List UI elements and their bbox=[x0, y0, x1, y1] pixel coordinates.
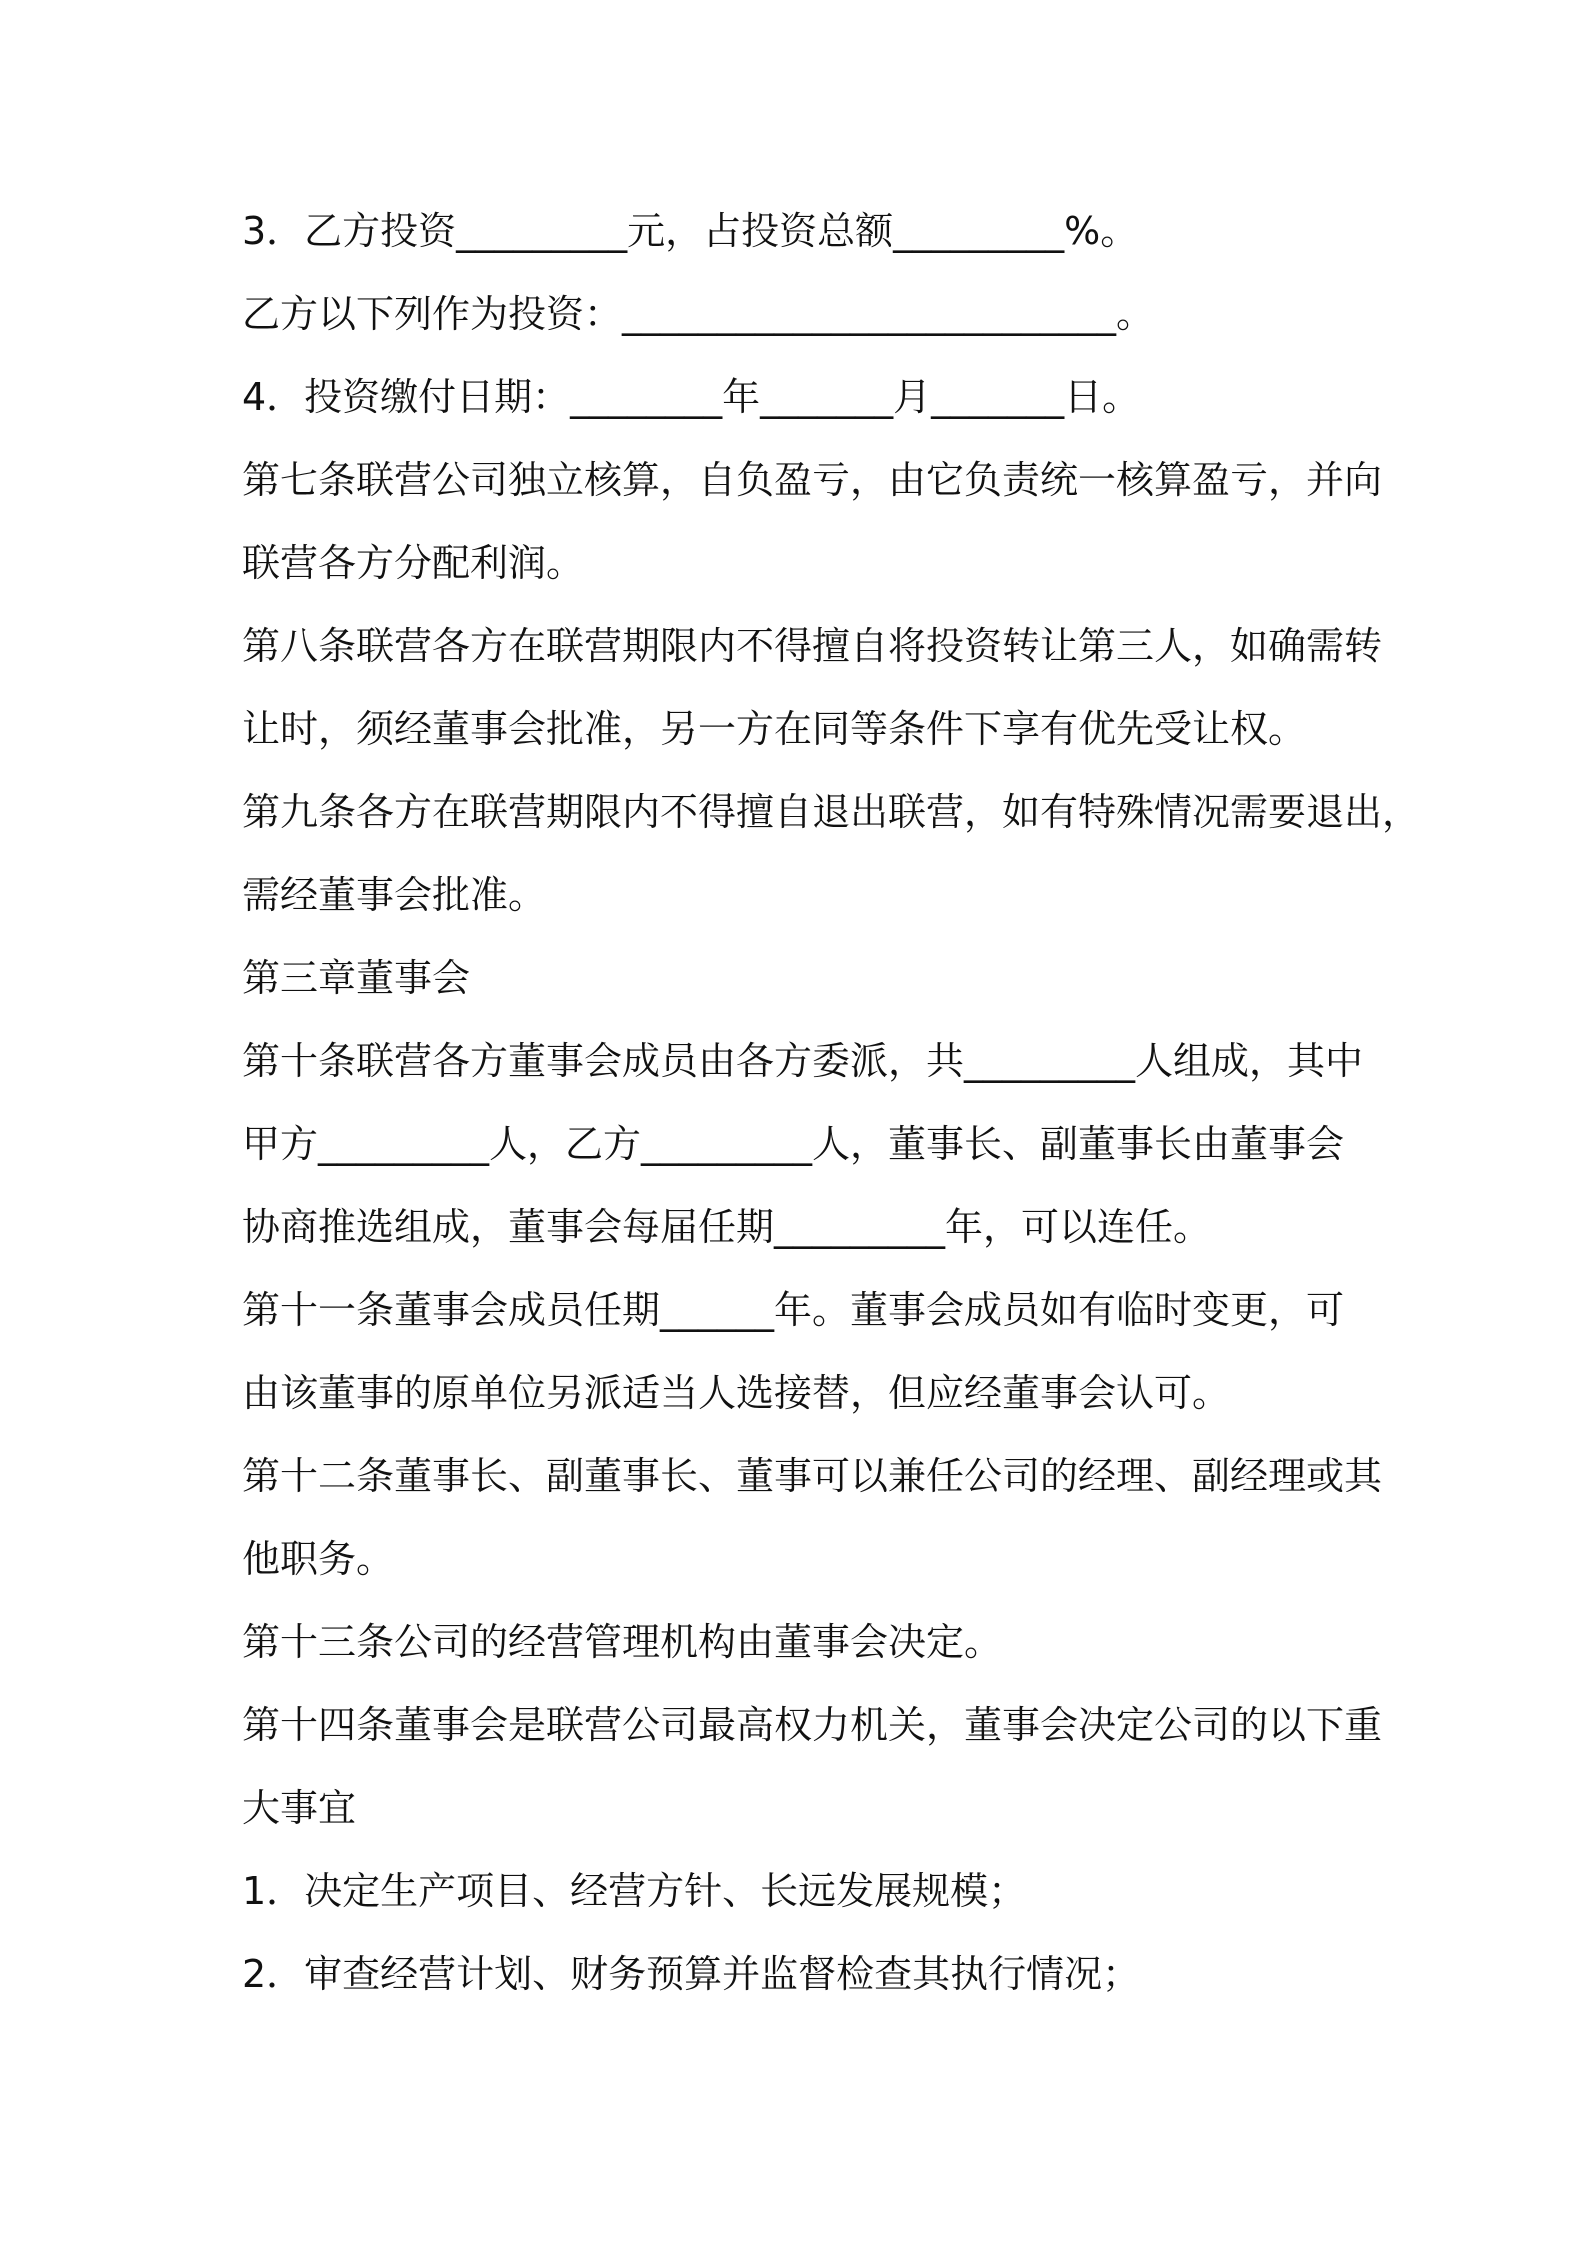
text-line: 第七条联营公司独立核算，自负盈亏，由它负责统一核算盈亏，并向 bbox=[242, 458, 1383, 502]
text-line: 第十三条公司的经营管理机构由董事会决定。 bbox=[242, 1620, 1003, 1664]
text-line: 需经董事会批准。 bbox=[242, 873, 547, 917]
text-line: 第八条联营各方在联营期限内不得擅自将投资转让第三人，如确需转 bbox=[242, 624, 1383, 668]
text-line: 大事宜 bbox=[242, 1786, 357, 1830]
text-line: 第十条联营各方董事会成员由各方委派，共_________人组成，其中 bbox=[242, 1039, 1364, 1083]
text-line: 让时，须经董事会批准，另一方在同等条件下享有优先受让权。 bbox=[242, 707, 1307, 751]
text-line: 甲方_________人，乙方_________人，董事长、副董事长由董事会 bbox=[242, 1122, 1345, 1166]
text-line: 协商推选组成，董事会每届任期_________年，可以连任。 bbox=[242, 1205, 1212, 1249]
text-line: 第九条各方在联营期限内不得擅自退出联营，如有特殊情况需要退出， bbox=[242, 790, 1421, 834]
list-item: 1．决定生产项目、经营方针、长远发展规模； bbox=[242, 1869, 1027, 1913]
chapter-heading: 第三章董事会 bbox=[242, 956, 471, 1000]
text-line: 他职务。 bbox=[242, 1537, 395, 1581]
text-line: 第十二条董事长、副董事长、董事可以兼任公司的经理、副经理或其 bbox=[242, 1454, 1383, 1498]
text-line: 3．乙方投资_________元，占投资总额_________%。 bbox=[242, 209, 1139, 253]
text-line: 第十一条董事会成员任期______年。董事会成员如有临时变更，可 bbox=[242, 1288, 1345, 1332]
text-line: 由该董事的原单位另派适当人选接替，但应经董事会认可。 bbox=[242, 1371, 1231, 1415]
text-line: 乙方以下列作为投资：__________________________。 bbox=[242, 292, 1155, 336]
list-item: 2．审查经营计划、财务预算并监督检查其执行情况； bbox=[242, 1952, 1141, 1996]
text-line: 4．投资缴付日期：________年_______月_______日。 bbox=[242, 375, 1141, 419]
text-line: 第十四条董事会是联营公司最高权力机关，董事会决定公司的以下重 bbox=[242, 1703, 1383, 1747]
text-line: 联营各方分配利润。 bbox=[242, 541, 585, 585]
